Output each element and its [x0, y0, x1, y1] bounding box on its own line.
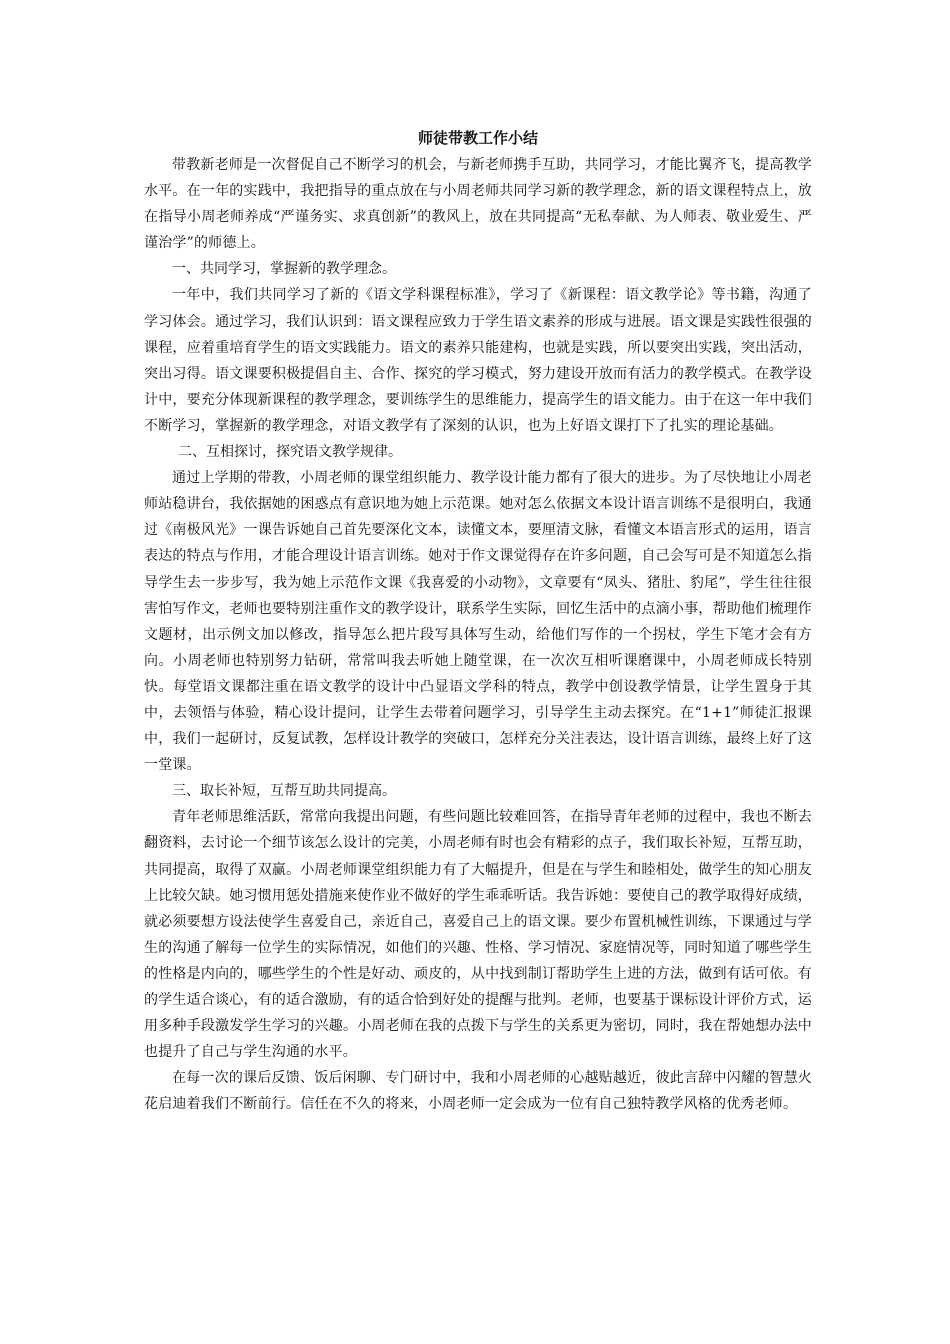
section-2-heading: 二、互相探讨，探究语文教学规律。	[178, 444, 402, 461]
section-2-paragraph: 通过上学期的带教，小周老师的课堂组织能力、教学设计能力都有了很大的进步。为了尽快地让小周老师站稳讲台，我依据她的困惑点有意识地为她上示范课。她对怎么依据文本设计语言训练不是很明白，我通过《南极风光》一课告诉她自己首先要深化文本，读懂文本，要厘清文脉，看懂文本语言形式的运用，语言表达的特点与作用，才能合理设计语言训练。她对于作文课觉得存在许多问题，自己会写可是不知道怎么指导学生去一步步写，我为她上示范作文课《我喜爱的小动物》，文章要有“凤头、猪肚、豹尾”，学生往往很害怕写作文，老师也要特别注重作文的教学设计，联系学生实际，回忆生活中的点滴小事，帮助他们梳理作文题材，出示例文加以修改，指导怎么把片段写具体写生动，给他们写作的一个拐杖，学生下笔才会有方向。小周老师也特别努力钻研，常常叫我去听她上随堂课，在一次次互相听课磨课中，小周老师成长特别快。每堂语文课都注重在语文教学的设计中凸显语文学科的特点，教学中创设教学情景，让学生置身于其中，去领悟与体验，精心设计提问，让学生去带着问题学习，引导学生主动去探究。在“1+1”师徒汇报课中，我们一起研讨，反复试教，怎样设计教学的突破口，怎样充分关注表达，设计语言训练，最终上好了这一堂课。	[144, 470, 812, 774]
section-3-paragraph: 青年老师思维活跃，常常向我提出问题，有些问题比较难回答，在指导青年老师的过程中，我也不断去翻资料，去讨论一个细节该怎么设计的完美，小周老师有时也会有精彩的点子，我们取长补短，互帮互助，共同提高，取得了双赢。小周老师课堂组织能力有了大幅提升，但是在与学生和睦相处，做学生的知心朋友上比较欠缺。她习惯用惩处措施来使作业不做好的学生乖乖听话。我告诉她：要使自己的教学取得好成绩，就必须要想方设法使学生喜爱自己，亲近自己，喜爱自己上的语文课。要少布置机械性训练，下课通过与学生的沟通了解每一位学生的实际情况，如他们的兴趣、性格、学习情况、家庭情况等，同时知道了哪些学生的性格是内向的，哪些学生的个性是好动、顽皮的，从中找到制订帮助学生上进的方法，做到有话可依。有的学生适合谈心，有的适合激励，有的适合恰到好处的提醒与批判。老师，也要基于课标设计评价方式，运用多种手段激发学生学习的兴趣。小周老师在我的点拨下与学生的关系更为密切，同时，我在帮她想办法中也提升了自己与学生沟通的水平。	[144, 809, 812, 1061]
document-body	[144, 124, 812, 1117]
section-1-paragraph: 一年中，我们共同学习了新的《语文学科课程标准》，学习了《新课程：语文教学论》等书籍，沟通了学习体会。通过学习，我们认识到：语文课程应致力于学生语文素养的形成与进展。语文课是实践性很强的课程，应着重培育学生的语文实践能力。语文的素养只能建构，也就是实践，所以要突出实践，突出活动，突出习得。语文课要积极提倡自主、合作、探究的学习模式，努力建设开放而有活力的教学模式。在教学设计中，要充分体现新课程的教学理念，要训练学生的思维能力，提高学生的语文能力。由于在这一年中我们不断学习，掌握新的教学理念，对语文教学有了深刻的认识，也为上好语文课打下了扎实的理论基础。	[144, 287, 812, 434]
closing-paragraph: 在每一次的课后反馈、饭后闲聊、专门研讨中，我和小周老师的心越贴越近，彼此言辞中闪耀的智慧火花启迪着我们不断前行。信任在不久的将来，小周老师一定会成为一位有自己独特教学风格的优秀老师。	[144, 1070, 812, 1113]
document-title: 师徒带教工作小结	[417, 129, 538, 147]
section-1-heading: 一、共同学习，掌握新的教学理念。	[172, 261, 396, 278]
intro-paragraph: 带教新老师是一次督促自己不断学习的机会，与新老师携手互助，共同学习，才能比翼齐飞，提高教学水平。在一年的实践中，我把指导的重点放在与小周老师共同学习新的教学理念，新的语文课程特点上，放在指导小周老师养成“严谨务实、求真创新”的教风上，放在共同提高“无私奉献、为人师表、敬业爱生、严谨治学”的师德上。	[144, 157, 812, 252]
section-3-heading: 三、取长补短，互帮互助共同提高。	[172, 783, 396, 800]
